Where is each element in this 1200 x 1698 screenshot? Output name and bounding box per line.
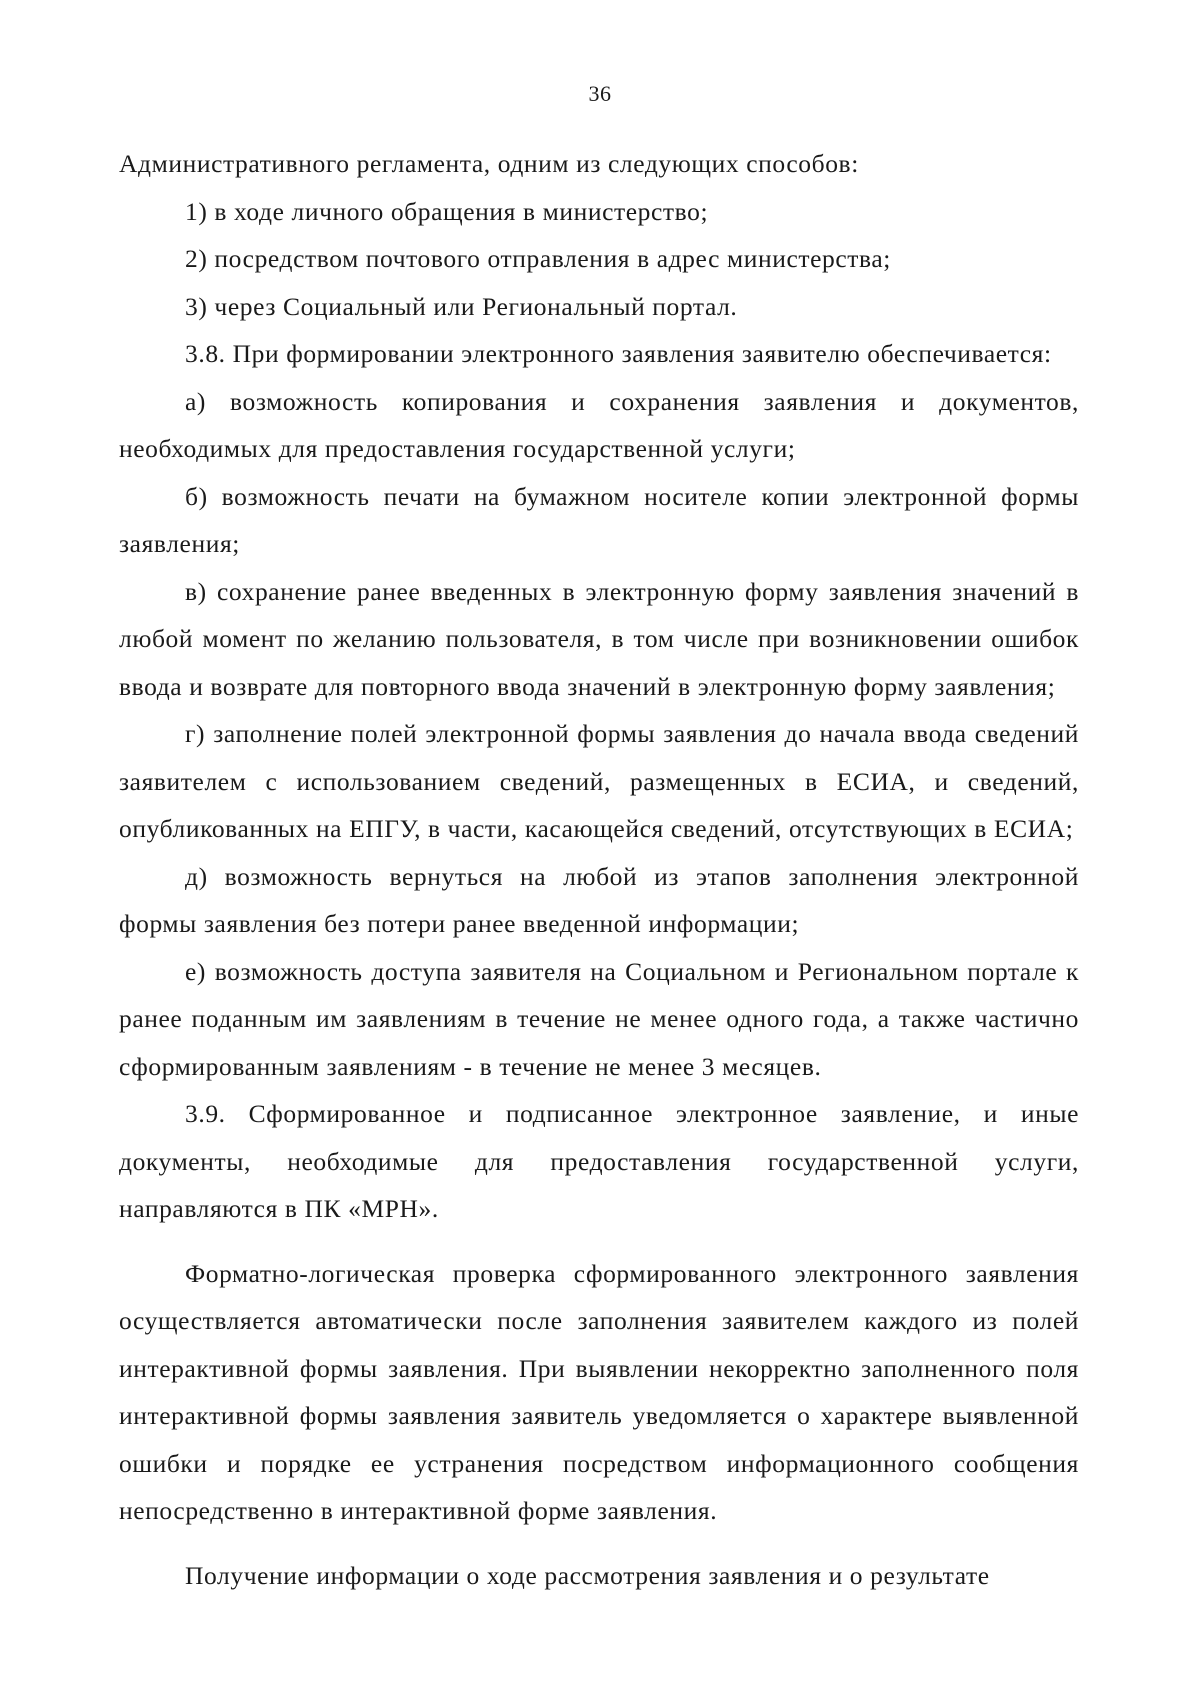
list-item-a: а) возможность копирования и сохранения заявления и документов, необходимых для предоставления государственной услуги;: [119, 386, 1079, 463]
section-3-8-heading: 3.8. При формировании электронного заявления заявителю обеспечивается:: [185, 339, 1052, 368]
format-check-paragraph: Форматно-логическая проверка сформированного электронного заявления осуществляется автоматически после заполнения заявителем каждого из полей интерактивной формы заявления. При выявлении некорректно заполненного поля интерактивной формы заявления заявитель уведомляется о характере выявленной ошибки и порядке ее устранения посредством информационного сообщения непосредственно в интерактивной форме заявления.: [119, 1258, 1079, 1525]
list-item-2: 2) посредством почтового отправления в адрес министерства;: [185, 244, 891, 273]
page-number: 36: [588, 81, 612, 106]
list-item-b: б) возможность печати на бумажном носителе копии электронной формы заявления;: [119, 481, 1079, 558]
list-item-3: 3) через Социальный или Региональный портал.: [185, 291, 738, 321]
list-item-d: д) возможность вернуться на любой из этапов заполнения электронной формы заявления без потери ранее введенной информации;: [119, 861, 1079, 938]
document-body: [119, 140, 1079, 1599]
list-item-g: г) заполнение полей электронной формы заявления до начала ввода сведений заявителем с использованием сведений, размещенных в ЕСИА, и сведений, опубликованных на ЕПГУ, в части, касающейся сведений, отсутствующих в ЕСИА;: [119, 719, 1079, 843]
list-item-e: е) возможность доступа заявителя на Социальном и Региональном портале к ранее поданным им заявлениям в течение не менее одного года, а также частично сформированным заявлениям - в течение не менее 3 месяцев.: [119, 956, 1079, 1081]
list-item-1: 1) в ходе личного обращения в министерство;: [185, 196, 709, 226]
status-info-paragraph: Получение информации о ходе рассмотрения заявления и о результате: [185, 1560, 990, 1590]
list-item-v: в) сохранение ранее введенных в электронную форму заявления значений в любой момент по желанию пользователя, в том числе при возникновении ошибок ввода и возврате для повторного ввода значений в электронную форму заявления;: [119, 576, 1079, 701]
section-3-9-paragraph: 3.9. Сформированное и подписанное электронное заявление, и иные документы, необходимые для предоставления государственной услуги, направляются в ПК «МРН».: [119, 1099, 1079, 1223]
paragraph-continuation: Административного регламента, одним из следующих способов:: [119, 149, 859, 178]
